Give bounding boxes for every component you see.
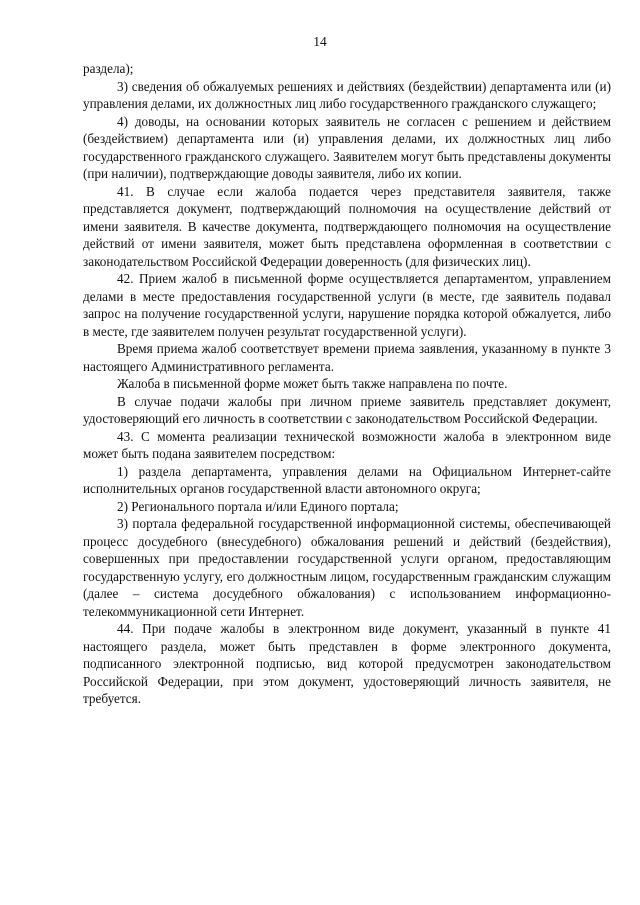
clause-41-representative: 41. В случае если жалоба подается через представителя заявителя, также представляется документ, подтверждающий полномочия на осуществление действий от имени заявителя. В качестве документа, подтверждающего полномочия на осуществление действий от имени заявителя, может быть представлена оформленная в соответствии с законодательством Российской Федерации доверенность (для физических лиц). (83, 183, 611, 269)
list-item-4-arguments: 4) доводы, на основании которых заявитель не согласен с решением и действием (бездействием) департамента или (и) управления делами, их должностных лиц либо государственного гражданского служащего. Заявителем могут быть представлены документы (при наличии), подтверждающие доводы заявителя, либо их копии. (83, 113, 611, 181)
paragraph-reception-time: Время приема жалоб соответствует времени приема заявления, указанному в пункте 3 настоящего Административного регламента. (83, 341, 611, 374)
list-item-3-appealed-decisions: 3) сведения об обжалуемых решениях и действиях (бездействии) департамента или (и) управления делами, их должностных лиц либо государственного гражданского служащего; (83, 78, 611, 111)
list-item-1-department-section: 1) раздела департамента, управления делами на Официальном Интернет-сайте исполнительных органов государственной власти автономного округа; (83, 463, 611, 496)
list-item-3-federal-portal: 3) портала федеральной государственной информационной системы, обеспечивающей процесс досудебного (внесудебного) обжалования решений и действий (бездействия), совершенных при предоставлении государственной услуги органом, предоставляющим государственную услугу, его должностным лицом, государственным гражданским служащим (далее – система досудебного обжалования) с использованием информационно-телекоммуникационной сети Интернет. (83, 516, 611, 619)
paragraph-by-mail: Жалоба в письменной форме может быть также направлена по почте. (117, 376, 508, 391)
clause-44-electronic-document: 44. При подаче жалобы в электронном виде документ, указанный в пункте 41 настоящего раздела, может быть представлен в форме электронного документа, подписанного электронной подписью, вид которой предусмотрен законодательством Российской Федерации, при этом документ, удостоверяющий личность заявителя, не требуется. (83, 621, 611, 706)
page-number: 14 (313, 34, 327, 49)
paragraph-personal-reception: В случае подачи жалобы при личном приеме заявитель представляет документ, удостоверяющий его личность в соответствии с законодательством Российской Федерации. (83, 393, 611, 426)
document-body (83, 60, 611, 708)
paragraph-continuation: раздела); (83, 61, 134, 76)
clause-42-written-complaints: 42. Прием жалоб в письменной форме осуществляется департаментом, управлением делами в месте предоставления государственной услуги (в месте, где заявитель подавал запрос на получение государственной услуги, нарушение порядка которой обжалуется, либо в месте, где заявителем получен результат государственной услуги). (83, 271, 611, 339)
clause-43-electronic-form: 43. С момента реализации технической возможности жалоба в электронном виде может быть подана заявителем посредством: (83, 428, 611, 461)
list-item-2-portals: 2) Регионального портала и/или Единого портала; (117, 498, 399, 514)
